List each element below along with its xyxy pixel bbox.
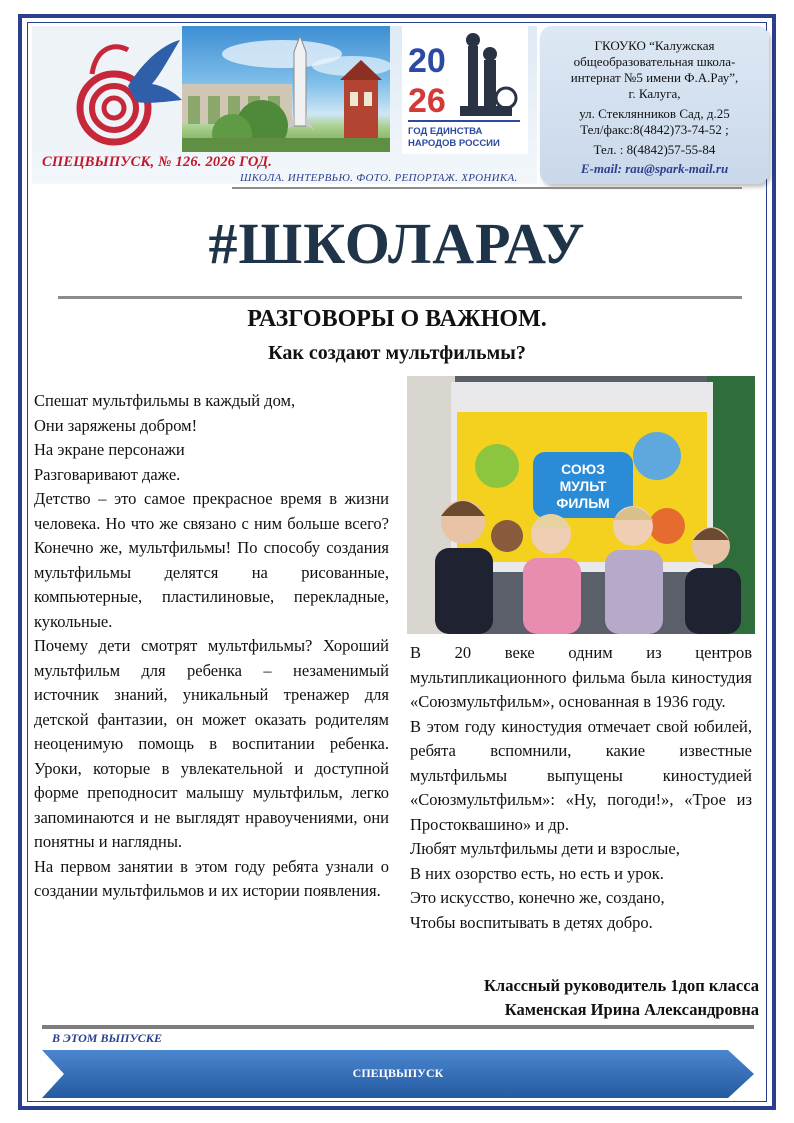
school-phone-fax: Тел/факс:8(4842)73-74-52 ; — [580, 122, 729, 137]
poem-line: Разговаривают даже. — [34, 464, 181, 484]
author-signature — [484, 974, 759, 1022]
year-logo-bottom: 26 — [408, 82, 446, 120]
year-logo-art — [402, 26, 528, 154]
article-subtitle: Как создают мультфильмы? — [268, 342, 526, 364]
school-phone: Тел. : 8(4842)57-55-84 — [593, 142, 716, 157]
school-info-line: г. Калуга, — [628, 86, 681, 101]
poem-line: Они заряжены добром! — [34, 415, 198, 435]
school-info-line: общеобразовательная школа- — [573, 54, 736, 69]
article-paragraph: Почему дети смотрят мультфильмы? Хороший мультфильм для ребенка – незаменимый источник знаний, уникальный тренажер для детской фантазии, он может оказать родителям неоценимую помощь в воспитании ребенка. Уроки, которые в увлекательной и доступной форме преподносит малышу мультфильм, легко запоминаются и не выглядят нравоучениями, они понятны и наглядны. — [34, 636, 389, 851]
article-left-column — [34, 389, 389, 904]
photo-screen-text: СОЮЗ — [561, 461, 605, 477]
year-of-unity-logo — [402, 26, 528, 154]
footer-ribbon-label[interactable]: СПЕЦВЫПУСК — [352, 1066, 444, 1080]
in-this-issue-label: В ЭТОМ ВЫПУСКЕ — [52, 1031, 162, 1045]
article-right-column — [410, 641, 752, 935]
poem-line: В них озорство есть, но есть и урок. — [410, 863, 664, 883]
poem-line: Спешат мультфильмы в каждый дом, — [34, 391, 296, 410]
header-collage-art — [32, 26, 390, 152]
school-contact-box — [540, 26, 769, 184]
poem-line: Это искусство, конечно же, создано, — [410, 888, 665, 907]
article-paragraph: В 20 веке одним из центров мультипликационного фильма была киностудия «Союзмультфильм», основанная в 1936 году. — [410, 643, 752, 711]
article-paragraph: В этом году киностудия отмечает свой юбилей, ребята вспомнили, какие известные мультфильмы выпущены киностудией «Союзмультфильм»: «Ну, погоди!», «Трое из Простоквашино» и др. — [410, 716, 752, 834]
article-title: РАЗГОВОРЫ О ВАЖНОМ. — [247, 306, 547, 332]
article-paragraph: Детство – это самое прекрасное время в жизни человека. Но что же связано с ним больше всего? Конечно же, мультфильмы! По способу создания мультфильмы делятся на рисованные, компьютерные, пластилиновые, перекладные, кукольные. — [34, 489, 389, 631]
class-photo-art — [407, 376, 755, 634]
header-divider — [232, 187, 742, 189]
year-logo-caption-1: ГОД ЕДИНСТВА — [408, 126, 483, 137]
author-name: Каменская Ирина Александровна — [504, 1000, 759, 1019]
school-info-line: интернат №5 имени Ф.А.Рау”, — [570, 70, 739, 85]
header-photo-collage — [32, 26, 390, 152]
school-address: ул. Стеклянников Сад, д.25 — [579, 106, 730, 121]
article-paragraph: На первом занятии в этом году ребята узнали о создании мультфильмов и их истории появления. — [34, 856, 389, 900]
poem-line: На экране персонажи — [34, 440, 185, 459]
photo-screen-text: МУЛЬТ — [559, 478, 607, 494]
year-logo-top: 20 — [408, 42, 446, 80]
masthead-divider — [58, 296, 742, 299]
school-email[interactable]: E-mail: rau@spark-mail.ru — [580, 161, 729, 176]
issue-number: СПЕЦВЫПУСК, № 126. 2026 ГОД. — [42, 154, 273, 170]
footer-divider — [42, 1025, 754, 1029]
photo-screen-text: ФИЛЬМ — [556, 495, 610, 511]
masthead-title: #ШКОЛАРАУ — [208, 211, 586, 276]
school-info-line: ГКОУКО “Калужская — [594, 38, 715, 53]
author-role: Классный руководитель 1доп класса — [483, 976, 759, 995]
poem-line: Чтобы воспитывать в детях добро. — [410, 912, 653, 932]
class-photo — [407, 376, 755, 634]
newspaper-tagline: ШКОЛА. ИНТЕРВЬЮ. ФОТО. РЕПОРТАЖ. ХРОНИКА. — [240, 172, 518, 184]
poem-line: Любят мультфильмы дети и взрослые, — [410, 839, 680, 858]
year-logo-caption-2: НАРОДОВ РОССИИ — [408, 138, 500, 149]
